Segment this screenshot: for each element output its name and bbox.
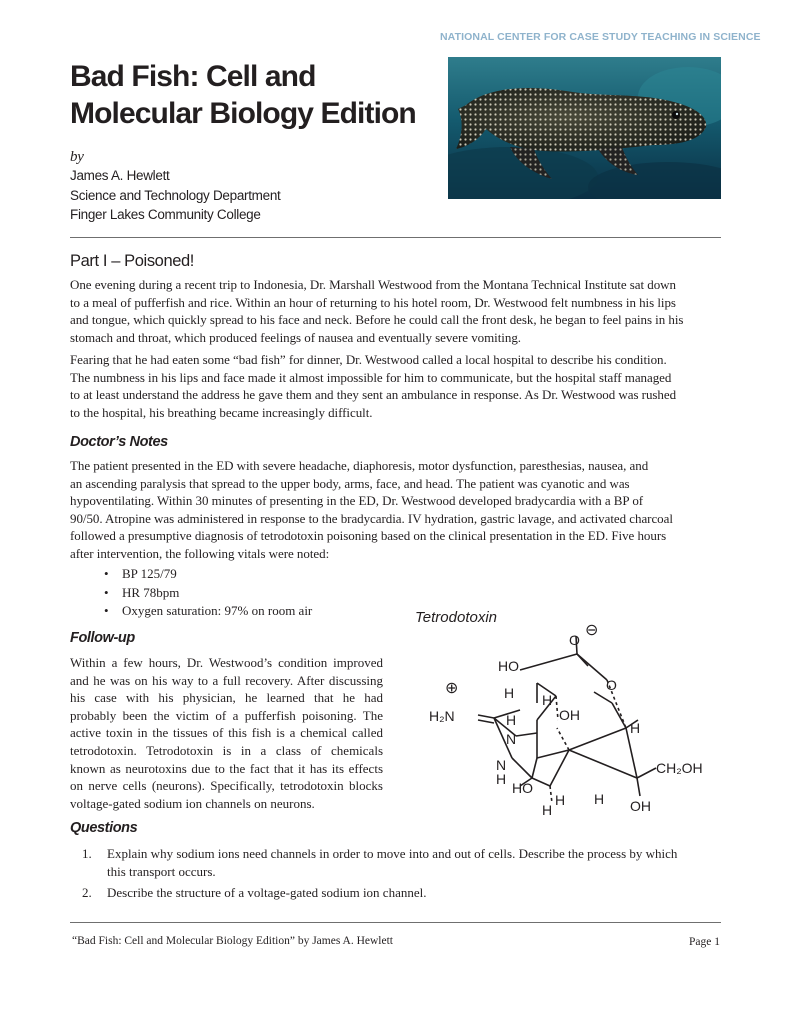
- list-item: • Oxygen saturation: 97% on room air: [104, 602, 312, 621]
- text-line: his case with his physician, he learned that he had: [70, 690, 383, 706]
- mol-atom: O: [606, 677, 617, 693]
- text-line: 90/50. Atropine was administered in response to the bradycardia. IV hydration, gastric lavage, and activated charcoal: [70, 510, 673, 526]
- mol-atom: HO: [512, 780, 533, 796]
- list-item: [82, 884, 677, 902]
- mol-atom: HO: [498, 658, 519, 674]
- page-number: Page 1: [689, 936, 720, 948]
- mol-charge-minus: ⊖: [585, 622, 599, 639]
- text-line: probably been the victim of a pufferfish poisoning. The: [70, 707, 383, 723]
- mol-atom: CH₂OH: [656, 760, 703, 776]
- text-line: known as neurotoxins due to the fact that it has its effects: [70, 760, 383, 776]
- text-line: on nerve cells (neurons). Specifically, tetrodotoxin blocks: [70, 778, 383, 794]
- mol-atom: N: [506, 731, 517, 747]
- section-heading-followup: Follow-up: [70, 630, 135, 646]
- text-line: to the hospital, his breathing became increasingly difficult.: [70, 404, 373, 420]
- text-line: this transport occurs.: [107, 863, 216, 879]
- text-line: to a meal of pufferfish and rice. Within an hour of returning to his hotel room, Dr. Westwood felt numbness in his lips: [70, 294, 676, 310]
- text-line: hypoventilating. Within 30 minutes of presenting in the ED, Dr. Westwood developed bradycardia with a BP of: [70, 493, 644, 509]
- mol-atom: H: [504, 685, 515, 701]
- molecule-title: Tetrodotoxin: [415, 609, 498, 626]
- vitals-list: [104, 565, 312, 621]
- section-heading-part1: Part I – Poisoned!: [70, 252, 194, 270]
- footer-citation: “Bad Fish: Cell and Molecular Biology Edition” by James A. Hewlett: [72, 935, 393, 947]
- mol-atom: H: [594, 791, 605, 807]
- pufferfish-photo: [448, 57, 721, 199]
- author-block: [70, 148, 430, 225]
- question-number: 1.: [82, 846, 92, 861]
- text-line: after intervention, the following vitals were noted:: [70, 545, 330, 561]
- question-number: 2.: [82, 885, 92, 901]
- text-line: Describe the structure of a voltage-gated sodium ion channel.: [107, 885, 427, 901]
- title-line-2: Molecular Biology Edition: [70, 97, 416, 130]
- title-line-1: Bad Fish: Cell and: [70, 60, 316, 93]
- text-line: and he was on his way to a full recovery. After discussing: [70, 672, 383, 688]
- text-line: to at least understand the address he gave them and they sent an ambulance in response. As Dr. Westwood was rushed: [70, 387, 677, 403]
- mol-atom: H: [506, 712, 517, 728]
- doctors-notes-paragraph: [70, 457, 726, 563]
- mol-atom: N: [496, 757, 507, 773]
- text-line: stomach and throat, which produced feelings of nausea and eventually severe vomiting.: [70, 329, 521, 345]
- page-title: [70, 58, 440, 132]
- part1-paragraph-2: [70, 351, 726, 421]
- text-line: an ascending paralysis that spread to the upper body, arms, face, and head. The patient was cyanotic and was: [70, 475, 630, 491]
- text-line: Within a few hours, Dr. Westwood’s condition improved: [70, 655, 383, 670]
- section-heading-doctors-notes: Doctor’s Notes: [70, 434, 168, 450]
- part1-paragraph-1: [70, 276, 726, 346]
- mol-atom: OH: [630, 798, 651, 814]
- section-heading-questions: Questions: [70, 820, 138, 836]
- mol-charge-plus: ⊕: [445, 680, 459, 697]
- text-line: The numbness in his lips and face made it almost impossible for him to communicate, but the hospital staff managed: [70, 369, 672, 385]
- author-institution: Finger Lakes Community College: [70, 207, 261, 222]
- header-divider: [70, 237, 721, 238]
- list-item: [82, 845, 677, 880]
- text-line: and tongue, which quickly spread to his face and neck. Before he could call the front desk, he began to feel pains in his: [70, 312, 684, 328]
- author-department: Science and Technology Department: [70, 187, 281, 203]
- text-line: The patient presented in the ED with severe headache, diaphoresis, motor dysfunction, paresthesias, nausea, and: [70, 458, 649, 473]
- mol-atom: OH: [559, 707, 580, 723]
- mol-atom: H: [630, 720, 641, 736]
- followup-paragraph: [70, 654, 383, 812]
- questions-list: [82, 845, 677, 906]
- text-line: active toxin in the tissues of this fish is a chemical called: [70, 725, 383, 741]
- mol-atom: O: [569, 632, 580, 648]
- author-name: James A. Hewlett: [70, 168, 170, 183]
- mol-atom: H: [496, 771, 507, 787]
- mol-atom: H: [555, 792, 566, 808]
- mol-atom: H₂N: [429, 708, 455, 724]
- text-line: Fearing that he had eaten some “bad fish” for dinner, Dr. Westwood called a local hospital to describe his condition.: [70, 352, 667, 367]
- footer-divider: [70, 922, 721, 923]
- tetrodotoxin-structure: [412, 608, 722, 818]
- author-by: by: [70, 149, 84, 165]
- text-line: tetrodotoxin. Tetrodotoxin is in a class of chemicals: [70, 742, 383, 758]
- text-line: followed a presumptive diagnosis of tetrodotoxin poisoning based on the clinical presentation in the ED. Five hours: [70, 528, 667, 544]
- list-item: • BP 125/79: [104, 565, 312, 584]
- text-line: voltage-gated sodium ion channels on neurons.: [70, 795, 315, 811]
- org-header: NATIONAL CENTER FOR CASE STUDY TEACHING IN SCIENCE: [440, 31, 761, 43]
- text-line: Explain why sodium ions need channels in order to move into and out of cells. Describe the process by which: [107, 846, 678, 861]
- mol-atom: H: [542, 692, 553, 708]
- text-line: One evening during a recent trip to Indonesia, Dr. Marshall Westwood from the Montana Technical Institute sat down: [70, 277, 676, 292]
- list-item: • HR 78bpm: [104, 584, 312, 603]
- mol-atom: H: [542, 802, 553, 818]
